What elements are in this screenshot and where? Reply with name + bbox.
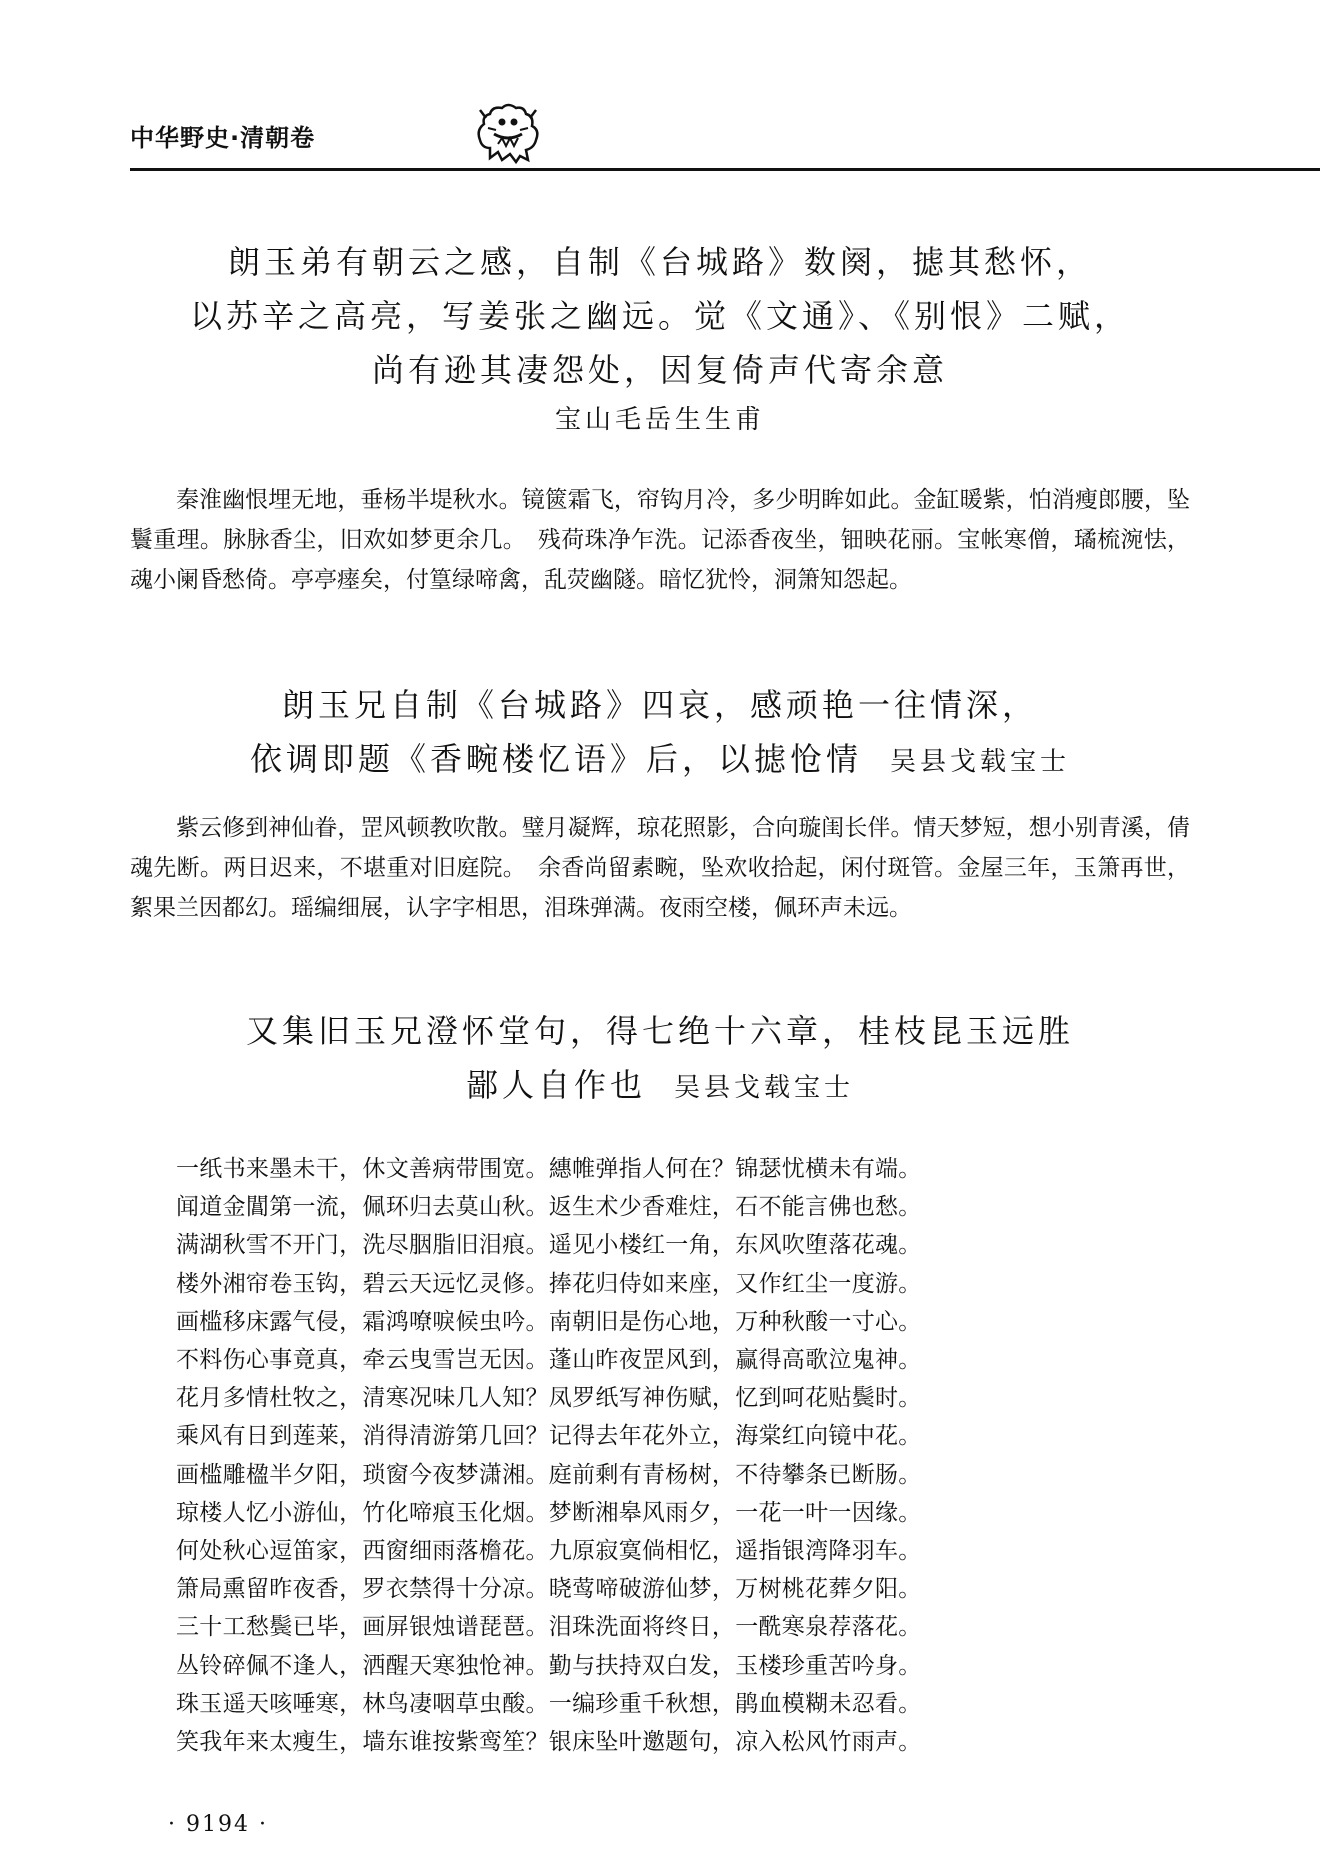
- section1-body: 秦淮幽恨埋无地，垂杨半堤秋水。镜篋霜飞，帘钩月冷，多少明眸如此。金缸暖紫，怕消瘦郎腰，坠鬟重理。脉脉香尘，旧欢如梦更余几。 残荷珠净乍洗。记添香夜坐，钿映花丽。宝帐寒僧，璚梳涴怯，魂小阑昏愁倚。亭亭瘗矣，付篁绿啼禽，乱荧幽隧。暗忆犹怜，洞箫知怨起。: [130, 487, 1190, 593]
- verse-line: 琼楼人忆小游仙，竹化啼痕玉化烟。梦断湘皋风雨夕，一花一叶一因缘。: [176, 1499, 922, 1526]
- section1-title: [130, 235, 1190, 443]
- verse-line: 不料伤心事竟真，牵云曳雪岂无因。蓬山昨夜罡风到，赢得高歌泣鬼神。: [176, 1347, 922, 1374]
- verse-line: 闻道金閶第一流，佩环归去莫山秋。返生术少香难炷，石不能言佛也愁。: [176, 1194, 922, 1221]
- section2-author: 吴县戈载宝士: [890, 747, 1071, 777]
- section3-title: [130, 1004, 1190, 1115]
- running-title: 中华野史·清朝卷: [130, 124, 316, 152]
- section1-author: 宝山毛岳生生甫: [554, 405, 765, 435]
- verse-line: 乘风有日到莲莱，消得清游第几回？记得去年花外立，海棠红向镜中花。: [176, 1423, 922, 1450]
- verse-line: 珠玉遥天咳唾寒，林鸟凄咽草虫酸。一编珍重千秋想，鹃血模糊未忍看。: [176, 1690, 922, 1717]
- header-rule: [130, 168, 1320, 171]
- verse-line: 三十工愁鬓已毕，画屏银烛谱琵琶。泪珠洗面将终日，一酰寒泉荐落花。: [176, 1614, 922, 1641]
- verse-line: 丛铃碎佩不逢人，洒醒天寒独怆神。勤与扶持双白发，玉楼珍重苦吟身。: [176, 1652, 922, 1679]
- title-line: 朗玉弟有朝云之感，自制《台城路》数阕，摅其愁怀，: [227, 243, 1092, 281]
- title-line: 朗玉兄自制《台城路》四哀，感顽艳一往情深，: [281, 686, 1038, 724]
- verse-line: 画槛移床露气侵，霜鸿嘹唳候虫吟。南朝旧是伤心地，万种秋酸一寸心。: [176, 1308, 922, 1335]
- verse-line: 楼外湘帘卷玉钩，碧云天远忆灵修。捧花归侍如来座，又作红尘一度游。: [176, 1270, 922, 1297]
- title-line-text: 鄙人自作也: [465, 1066, 646, 1104]
- section2-title: [130, 678, 1190, 789]
- verse-line: 满湖秋雪不开门，洗尽胭脂旧泪痕。遥见小楼红一角，东风吹堕落花魂。: [176, 1232, 922, 1259]
- section3-author: 吴县戈载宝士: [674, 1073, 855, 1103]
- title-line: 以苏辛之高亮，写姜张之幽远。觉《文通》、《别恨》二赋，: [189, 297, 1130, 335]
- title-line: 又集旧玉兄澄怀堂句，得七绝十六章，桂枝昆玉远胜: [245, 1012, 1074, 1050]
- verse-line: 箫局熏留昨夜香，罗衣禁得十分凉。晓莺啼破游仙梦，万树桃花葬夕阳。: [176, 1576, 922, 1603]
- verse-line: 画槛雕楹半夕阳，琐窗今夜梦潇湘。庭前剩有青杨树，不待攀条已断肠。: [176, 1461, 922, 1488]
- verse-list: [176, 1150, 922, 1761]
- title-line: [130, 732, 1190, 789]
- title-line: 尚有逊其凄怨处，因复倚声代寄余意: [371, 351, 948, 389]
- verse-line: 笑我年来太瘦生，墙东谁按紫鸾笙？银床坠叶邀题句，凉入松风竹雨声。: [176, 1729, 922, 1756]
- section2-body: 紫云修到神仙眷，罡风顿教吹散。璧月凝辉，琼花照影，合向璇闺长伴。情天梦短，想小别青溪，倩魂先断。两日迟来，不堪重对旧庭院。 余香尚留素畹，坠欢收拾起，闲付斑管。金屋三年，玉箫再世，絮果兰因都幻。瑶编细展，认字字相思，泪珠弹满。夜雨空楼，佩环声未远。: [130, 815, 1190, 921]
- dragon-emblem-icon: [472, 100, 544, 166]
- page-number: · 9194 ·: [168, 1812, 268, 1837]
- verse-line: 何处秋心逗笛家，西窗细雨落檐花。九原寂寞倘相忆，遥指银湾降羽车。: [176, 1538, 922, 1565]
- verse-line: 一纸书来墨未干，休文善病带围宽。繐帷弹指人何在？锦瑟忧横未有端。: [176, 1156, 922, 1182]
- verse-line: 花月多情杜牧之，清寒况味几人知？凤罗纸写神伤赋，忆到呵花贴鬓时。: [176, 1385, 922, 1412]
- title-line: [130, 1058, 1190, 1115]
- title-line-text: 依调即题《香畹楼忆语》后，以摅怆情: [249, 740, 862, 778]
